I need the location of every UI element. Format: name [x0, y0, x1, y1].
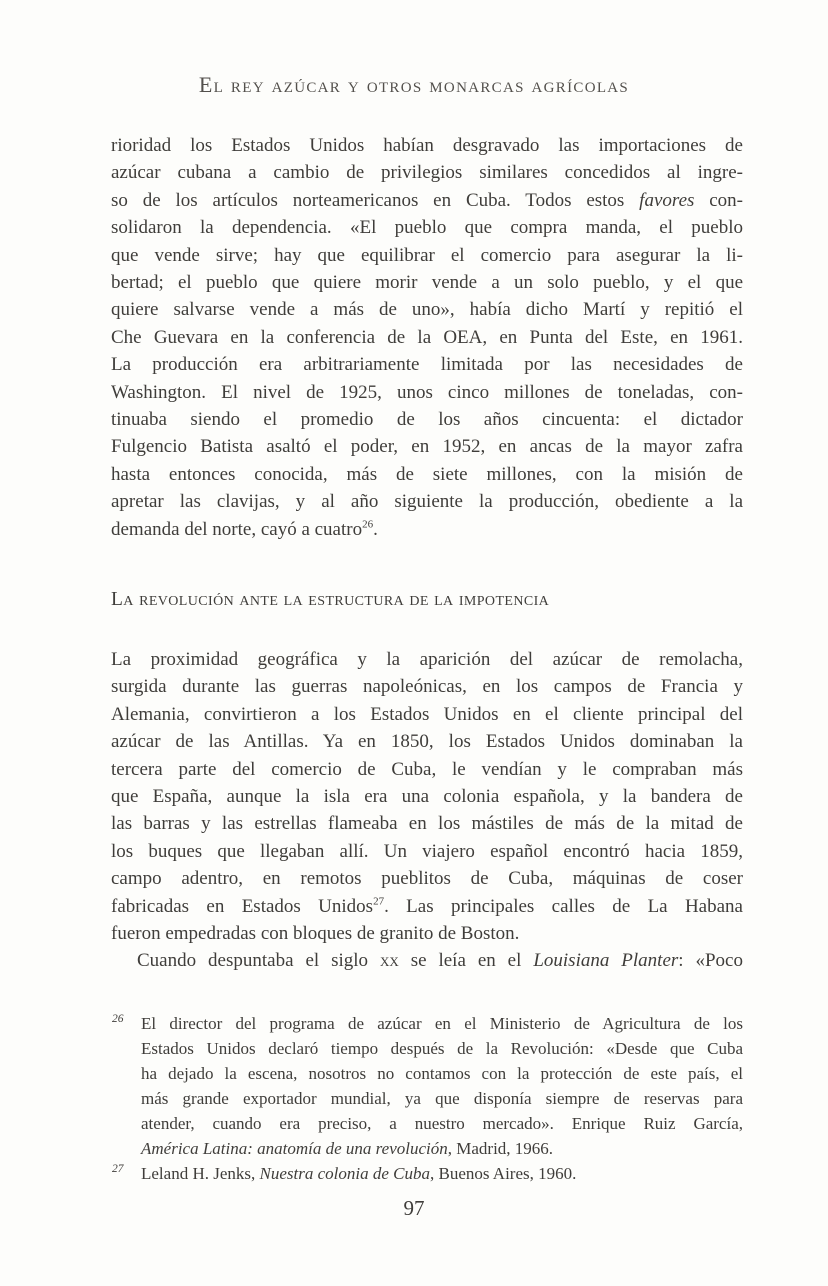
- text-line: [111, 379, 743, 406]
- footnote: [111, 1161, 743, 1186]
- text-line: [111, 324, 743, 351]
- footnotes: [111, 1011, 743, 1186]
- text-segment: azúcar de las Antillas. Ya en 1850, los Estados Unidos dominaban la: [111, 731, 743, 753]
- text-line: [111, 214, 743, 241]
- section-heading: La revolución ante la estructura de la impotencia: [111, 589, 550, 610]
- text-segment: tercera parte del comercio de Cuba, le vendían y le compraban más: [111, 758, 743, 780]
- text-line: [111, 187, 743, 214]
- text-line: [141, 1011, 743, 1036]
- text-segment: surgida durante las guerras napoleónicas, en los campos de Francia y: [111, 676, 743, 698]
- text-segment: quiere salvarse vende a más de uno», había dicho Martí y repitió el: [111, 299, 743, 321]
- text-segment: Che Guevara en la conferencia de la OEA, en Punta del Este, en 1961.: [111, 326, 743, 348]
- text-segment: las barras y las estrellas flameaba en los mástiles de más de la mitad de: [111, 813, 743, 835]
- text-segment: , Madrid, 1966.: [447, 1139, 554, 1158]
- text-segment: Leland H. Jenks,: [141, 1164, 260, 1183]
- text-segment: Fulgencio Batista asaltó el poder, en 1952, en ancas de la mayor zafra: [111, 436, 743, 458]
- text-segment: Nuestra colonia de Cuba: [259, 1164, 430, 1183]
- text-segment: so de los artículos norteamericanos en Cuba. Todos estos: [111, 189, 640, 211]
- page-number: 97: [403, 1196, 425, 1220]
- footnote-text: [141, 1161, 743, 1186]
- text-line: [111, 516, 743, 543]
- footnote-reference: 27: [373, 895, 385, 908]
- text-segment: .: [373, 518, 378, 540]
- text-line: [141, 1161, 743, 1186]
- text-line: [111, 728, 743, 755]
- text-segment: , Buenos Aires, 1960.: [429, 1164, 577, 1183]
- text-segment: demanda del norte, cayó a cuatro: [111, 518, 363, 540]
- text-segment: América Latina: anatomía de una revolución: [141, 1139, 448, 1158]
- text-segment: azúcar cubana a cambio de privilegios similares concedidos al ingre-: [111, 162, 743, 184]
- text-segment: Estados Unidos declaró tiempo después de la Revolución: «Desde que Cuba: [141, 1039, 743, 1058]
- text-line: [111, 296, 743, 323]
- text-line: [111, 893, 743, 920]
- text-segment: que España, aunque la isla era una colonia española, y la bandera de: [111, 786, 743, 808]
- text-line: [111, 838, 743, 865]
- text-segment: xx: [379, 950, 399, 972]
- text-line: [111, 947, 743, 974]
- text-segment: más grande exportador mundial, ya que disponía siempre de reservas para: [141, 1089, 743, 1108]
- text-line: [111, 406, 743, 433]
- text-segment: tinuaba siendo el promedio de los años cincuenta: el dictador: [111, 409, 743, 431]
- text-segment: fueron empedradas con bloques de granito de Boston.: [111, 923, 520, 945]
- text-line: [111, 783, 743, 810]
- text-line: [111, 673, 743, 700]
- text-segment: los buques que llegaban allí. Un viajero español encontró hacia 1859,: [111, 840, 743, 862]
- text-line: [111, 132, 743, 159]
- paragraph-1: [111, 132, 743, 543]
- text-segment: atender, cuando era preciso, a nuestro mercado». Enrique Ruiz García,: [141, 1114, 743, 1133]
- footnote: [111, 1011, 743, 1161]
- text-segment: bertad; el pueblo que quiere morir vende a un solo pueblo, y el que: [111, 272, 743, 294]
- footnote-marker: 27: [112, 1163, 124, 1175]
- text-segment: campo adentro, en remotos pueblitos de Cuba, máquinas de coser: [111, 868, 743, 890]
- text-line: [111, 810, 743, 837]
- text-segment: hasta entonces conocida, más de siete millones, con la misión de: [111, 463, 743, 485]
- text-segment: con-: [694, 189, 744, 211]
- text-segment: rioridad los Estados Unidos habían desgravado las importaciones de: [111, 135, 743, 156]
- text-segment: Alemania, convirtieron a los Estados Unidos en el cliente principal del: [111, 703, 743, 725]
- footnote-text: [141, 1011, 743, 1161]
- text-line: [111, 433, 743, 460]
- footnote-reference: 26: [362, 518, 374, 531]
- text-line: [141, 1086, 743, 1111]
- text-line: [111, 865, 743, 892]
- text-segment: El director del programa de azúcar en el Ministerio de Agricultura de los: [141, 1014, 743, 1033]
- text-segment: ha dejado la escena, nosotros no contamos con la protección de este país, el: [141, 1064, 743, 1083]
- text-segment: fabricadas en Estados Unidos: [111, 895, 374, 917]
- text-line: [111, 701, 743, 728]
- paragraph-2: [111, 646, 743, 975]
- text-line: [141, 1061, 743, 1086]
- footnote-marker: 26: [112, 1013, 124, 1025]
- text-line: [111, 920, 743, 947]
- text-segment: Cuando despuntaba el siglo: [137, 950, 380, 972]
- text-segment: se leía en el: [398, 950, 534, 972]
- text-segment: que vende sirve; hay que equilibrar el comercio para asegurar la li-: [111, 244, 743, 266]
- text-segment: favores: [639, 189, 695, 211]
- text-segment: La proximidad geográfica y la aparición del azúcar de remolacha,: [111, 649, 743, 670]
- text-segment: Louisiana Planter: [533, 950, 679, 972]
- text-line: [111, 269, 743, 296]
- text-line: [141, 1136, 743, 1161]
- text-segment: apretar las clavijas, y al año siguiente la producción, obediente a la: [111, 491, 743, 513]
- text-line: [111, 159, 743, 186]
- text-segment: Washington. El nivel de 1925, unos cinco millones de toneladas, con-: [111, 381, 743, 403]
- text-line: [111, 756, 743, 783]
- text-segment: La producción era arbitrariamente limitada por las necesidades de: [111, 354, 743, 376]
- text-line: [141, 1111, 743, 1136]
- text-segment: solidaron la dependencia. «El pueblo que compra manda, el pueblo: [111, 217, 743, 239]
- text-line: [111, 646, 743, 673]
- text-line: [111, 488, 743, 515]
- text-line: [111, 242, 743, 269]
- running-header: El rey azúcar y otros monarcas agrícolas: [198, 72, 630, 97]
- text-line: [141, 1036, 743, 1061]
- text-segment: . Las principales calles de La Habana: [384, 895, 743, 917]
- text-segment: : «Poco: [678, 950, 743, 972]
- text-line: [111, 351, 743, 378]
- text-line: [111, 461, 743, 488]
